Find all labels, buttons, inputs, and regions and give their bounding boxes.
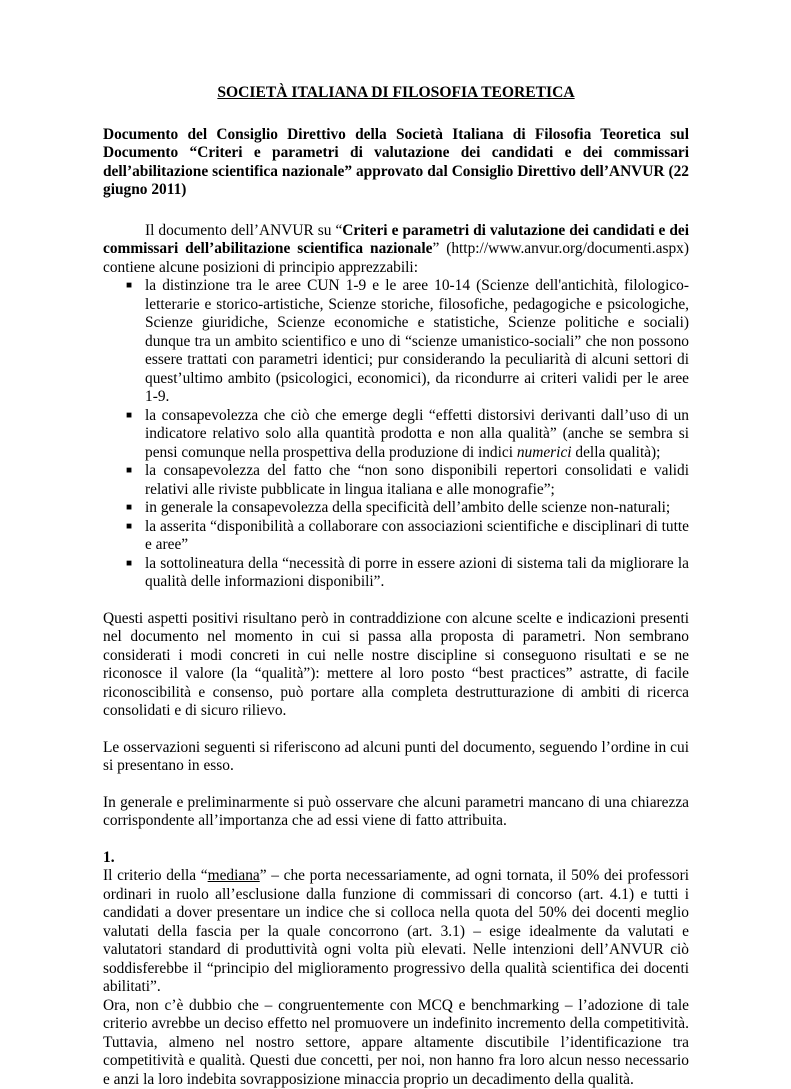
list-item <box>145 499 689 518</box>
section-continuation: Ora, non c’è dubbio che – congruentemente con MCQ e benchmarking – l’adozione di tale criterio avrebbe un deciso effetto nel promuovere un indefinito incremento della competitività. Tuttavia, almeno nel nostro settore, appare altamente discutibile l’identificazione tra competitività e qualità. Questi due concetti, per noi, non hanno fra loro alcun nesso necessario e anzi la loro indebita sovrapposizione minaccia proprio un decadimento della qualità. <box>103 997 689 1089</box>
section-text-before: Il criterio della “ <box>103 867 208 884</box>
list-item <box>145 462 689 499</box>
square-bullet-icon: ■ <box>126 277 132 296</box>
section-paragraph <box>103 867 689 997</box>
list-item <box>145 518 689 555</box>
body-paragraph: In generale e preliminarmente si può osservare che alcuni parametri mancano di una chiarezza corrispondente all’importanza che ad essi viene di fatto attribuita. <box>103 794 689 831</box>
list-item-italic: numerici <box>517 444 572 461</box>
square-bullet-icon: ■ <box>126 555 132 574</box>
intro-text-after: ” (http://www.anvur.org/documenti.aspx) contiene alcune posizioni di principio apprezzabili: <box>103 240 689 276</box>
list-item-text: la consapevolezza del fatto che “non sono disponibili repertori consolidati e validi relativi alle riviste pubblicate in lingua italiana e alle monografie”; <box>145 462 689 498</box>
square-bullet-icon: ■ <box>126 462 132 481</box>
section-number: 1. <box>103 849 689 868</box>
list-item <box>145 407 689 463</box>
intro-bold-title: Criteri e parametri di valutazione dei candidati e dei commissari dell’abilitazione scientifica nazionale <box>103 222 689 258</box>
section-underlined-term: mediana <box>208 867 260 884</box>
list-item-text: la consapevolezza che ciò che emerge degli “effetti distorsivi derivanti dall’uso di un indicatore relativo solo alla quantità prodotta e non alla qualità” (anche se sembra si pensi comunque nella prospettiva della produzione di indici <box>145 407 689 461</box>
bullet-list <box>103 277 689 592</box>
document-heading: Documento del Consiglio Direttivo della Società Italiana di Filosofia Teoretica sul Documento “Criteri e parametri di valutazione dei candidati e dei commissari dell’abilitazione scientifica nazionale” approvato dal Consiglio Direttivo dell’ANVUR (22 giugno 2011) <box>103 126 689 200</box>
square-bullet-icon: ■ <box>126 407 132 426</box>
square-bullet-icon: ■ <box>126 518 132 537</box>
intro-text-before: Il documento dell’ANVUR su “ <box>145 222 342 239</box>
list-item-text: in generale la consapevolezza della specificità dell’ambito delle scienze non-naturali; <box>145 499 670 516</box>
list-item-text: la sottolineatura della “necessità di porre in essere azioni di sistema tali da migliorare la qualità delle informazioni disponibili”. <box>145 555 689 591</box>
intro-paragraph <box>103 222 689 278</box>
list-item-text: della qualità); <box>572 444 661 461</box>
list-item <box>145 277 689 407</box>
document-title: SOCIETÀ ITALIANA DI FILOSOFIA TEORETICA <box>103 84 689 103</box>
document-page <box>103 84 689 1089</box>
section-text-after: ” – che porta necessariamente, ad ogni tornata, il 50% dei professori ordinari in ruolo all’esclusione dalla funzione di commissari di concorso (art. 4.1) e tutti i candidati a dover presentare un indice che si colloca nella quota del 50% dei docenti meglio valutati della fascia per la quale concorrono (art. 3.1) – esige idealmente da valutati e valutatori standard di produttività ogni volta più elevati. Nelle intenzioni dell’ANVUR ciò soddisferebbe il “principio del miglioramento progressivo della qualità scientifica dei docenti abilitati”. <box>103 867 689 995</box>
square-bullet-icon: ■ <box>126 499 132 518</box>
list-item <box>145 555 689 592</box>
body-paragraph: Questi aspetti positivi risultano però in contraddizione con alcune scelte e indicazioni presenti nel documento nel momento in cui si passa alla proposta di parametri. Non sembrano considerati i modi concreti in cui nelle nostre discipline si conseguono risultati e se ne riconosce il valore (la “qualità”): mettere al loro posto “best practices” astratte, di facile riconoscibilità e consenso, può portare alla completa destrutturazione di ambiti di ricerca consolidati e di sicuro rilievo. <box>103 610 689 721</box>
list-item-text: la asserita “disponibilità a collaborare con associazioni scientifiche e disciplinari di tutte e aree” <box>145 518 689 554</box>
list-item-text: la distinzione tra le aree CUN 1-9 e le aree 10-14 (Scienze dell'antichità, filologico-letterarie e storico-artistiche, Scienze storiche, filosofiche, pedagogiche e psicologiche, Scienze giuridiche, Scienze economiche e statistiche, Scienze politiche e sociali) dunque tra un ambito scientifico e uno di “scienze umanistico-sociali” che non possono essere trattati con parametri identici; pur considerando la peculiarità di alcuni settori di quest’ultimo ambito (psicologici, economici), da ricondurre ai criteri validi per le aree 1-9. <box>145 277 689 405</box>
body-paragraph: Le osservazioni seguenti si riferiscono ad alcuni punti del documento, seguendo l’ordine in cui si presentano in esso. <box>103 739 689 776</box>
